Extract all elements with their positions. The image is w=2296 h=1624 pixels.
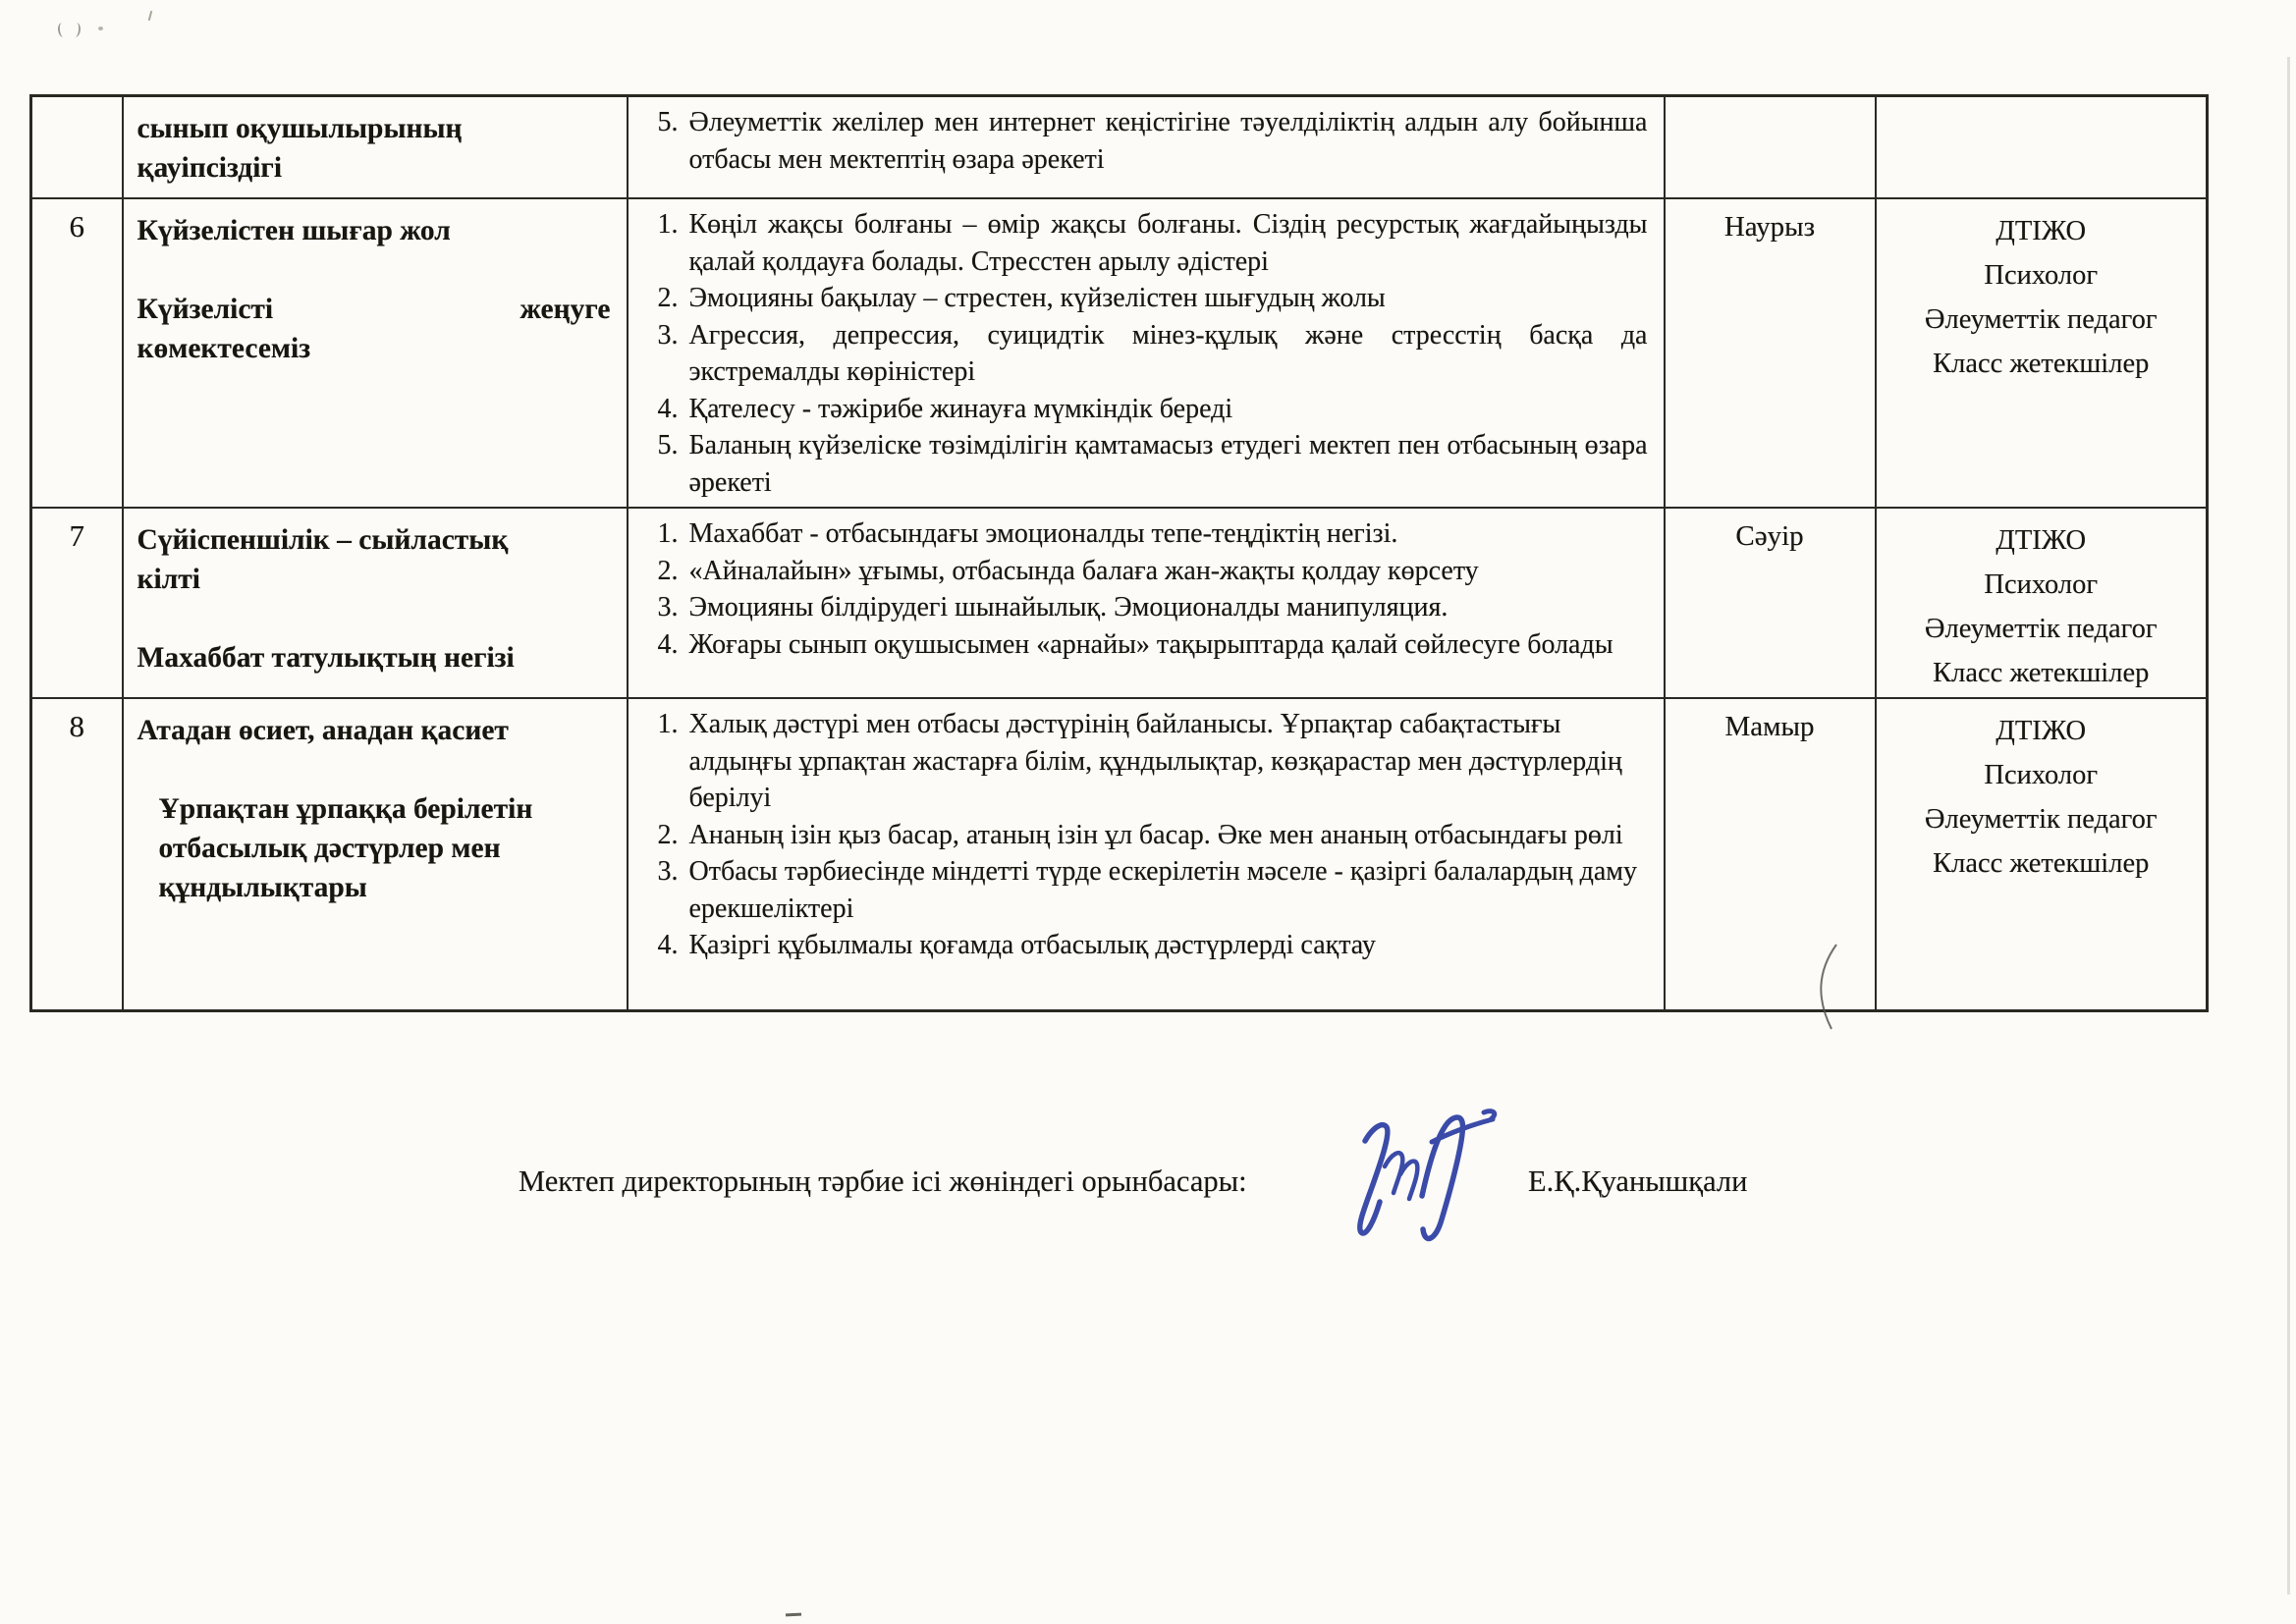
scan-speck [98, 27, 103, 30]
table-row [31, 198, 2208, 508]
topic-cell [123, 508, 628, 698]
responsible-line: ДТІЖО [1995, 525, 2087, 556]
topic-paragraph [137, 789, 611, 907]
responsible-line: Психолог [1984, 260, 2099, 291]
content-item: 3. Отбасы тәрбиесінде міндетті түрде ескерілетін мәселе - қазіргі балалардың даму ерекшеліктері [685, 853, 1648, 927]
row-number: 8 [69, 709, 84, 743]
row-number: 7 [69, 518, 84, 553]
content-item: 3. Агрессия, депрессия, суицидтік мінез-құлық және стресстің басқа да экстремалды көріністері [685, 317, 1648, 391]
content-item: 4. Қателесу - тәжірибе жинауға мүмкіндік береді [685, 391, 1648, 428]
topic-paragraph [137, 211, 611, 250]
content-item: 3. Эмоцияны білдірудегі шынайылық. Эмоционалды манипуляция. [685, 589, 1648, 626]
topic-line: құндылықтары [158, 872, 367, 903]
responsible-cell [1876, 508, 2208, 698]
scan-speck [72, 23, 82, 38]
topic-cell [123, 96, 628, 199]
content-item: 5. Баланың күйзеліске төзімділігін қамтамасыз етудегі мектеп пен отбасының өзара әрекеті [685, 427, 1648, 501]
content-list [634, 104, 1648, 178]
content-item: 5. Әлеуметтік желілер мен интернет кеңістігіне тәуелділіктің алдын алу бойынша отбасы мен мектептің өзара әрекеті [685, 104, 1648, 178]
lesson-plan-table [29, 94, 2209, 1012]
content-item: 4. Қазіргі құбылмалы қоғамда отбасылық дәстүрлерді сақтау [685, 927, 1648, 964]
handwritten-signature [1336, 1098, 1512, 1255]
responsible-line: Әлеуметтік педагог [1924, 614, 2158, 644]
content-cell [628, 698, 1665, 1010]
topic-line: қауіпсіздігі [137, 152, 283, 184]
responsible-cell [1876, 96, 2208, 199]
responsible-line: Әлеуметтік педагог [1924, 804, 2158, 835]
content-item: 1. Махаббат - отбасындағы эмоционалды тепе-теңдіктің негізі. [685, 515, 1648, 553]
content-cell [628, 508, 1665, 698]
responsible-line: Психолог [1984, 569, 2099, 600]
table-row [31, 508, 2208, 698]
signature-caption: Мектеп директорының тәрбие ісі жөніндегі орынбасары: [519, 1164, 1247, 1198]
topic-paragraph [137, 520, 611, 599]
month-label: Мамыр [1724, 711, 1815, 742]
topic-cell [123, 198, 628, 508]
responsible-line: ДТІЖО [1995, 216, 2087, 246]
responsible-cell [1876, 198, 2208, 508]
month-cell [1665, 198, 1876, 508]
topic-paragraph [137, 638, 611, 677]
table-row [31, 698, 2208, 1010]
scan-speck [57, 23, 67, 38]
scan-speck [148, 11, 153, 21]
content-item: 2. «Айналайын» ұғымы, отбасында балаға жан-жақты қолдау көрсету [685, 553, 1648, 590]
signatory-name: Е.Қ.Қуанышқали [1528, 1164, 1748, 1198]
content-item: 1. Көңіл жақсы болғаны – өмір жақсы болғаны. Сіздің ресурстық жағдайыңызды қалай қолдауға болады. Стресстен арылу әдістері [685, 206, 1648, 280]
row-number-cell [31, 698, 123, 1010]
topic-line: көмектесеміз [137, 333, 311, 364]
content-item: 1. Халық дәстүрі мен отбасы дәстүрінің байланысы. Ұрпақтар сабақтастығы алдыңғы ұрпақтан жастарға білім, құндылықтар, көзқарастар мен дәстүрлердің берілуі [685, 706, 1648, 817]
topic-line: Атадан өсиет, анадан қасиет [137, 715, 509, 746]
content-item: 4. Жоғары сынып оқушысымен «арнайы» тақырыптарда қалай сөйлесуге болады [685, 626, 1648, 664]
responsible-line: ДТІЖО [1995, 716, 2087, 746]
responsible-line: Психолог [1984, 760, 2099, 790]
responsible-line: Класс жетекшілер [1933, 349, 2150, 379]
responsible-list [1878, 709, 2206, 886]
scan-speck [786, 1613, 801, 1617]
content-cell [628, 198, 1665, 508]
month-cell [1665, 96, 1876, 199]
row-number-cell [31, 508, 123, 698]
topic-paragraph [137, 109, 611, 188]
responsible-line: Класс жетекшілер [1933, 658, 2150, 688]
topic-line: Күйзелістен шығар жол [137, 215, 451, 246]
topic-line: Сүйіспеншілік – сыйластық [137, 524, 509, 556]
topic-cell [123, 698, 628, 1010]
content-item: 2. Ананың ізін қыз басар, атаның ізін ұл басар. Әке мен ананың отбасындағы рөлі [685, 817, 1648, 854]
topic-line: Ұрпақтан ұрпаққа берілетін [158, 793, 533, 825]
row-number-cell [31, 96, 123, 199]
content-item: 2. Эмоцияны бақылау – стрестен, күйзелістен шығудың жолы [685, 280, 1648, 317]
topic-line: отбасылық дәстүрлер мен [158, 833, 501, 864]
responsible-list [1878, 518, 2206, 695]
content-list [634, 706, 1648, 964]
content-list [634, 206, 1648, 501]
content-list [634, 515, 1648, 663]
row-number: 6 [69, 209, 84, 244]
month-label: Сәуір [1735, 520, 1804, 552]
responsible-cell [1876, 698, 2208, 1010]
month-cell [1665, 508, 1876, 698]
scan-page-edge [2287, 57, 2290, 1595]
row-number-cell [31, 198, 123, 508]
responsible-list [1878, 209, 2206, 386]
topic-line: Махаббат татулықтың негізі [137, 642, 515, 674]
responsible-line: Әлеуметтік педагог [1924, 304, 2158, 335]
responsible-line: Класс жетекшілер [1933, 848, 2150, 879]
topic-line: сынып оқушылырының [137, 113, 463, 144]
content-cell [628, 96, 1665, 199]
topic-line: кілті [137, 564, 200, 595]
topic-paragraph [137, 711, 611, 750]
month-label: Наурыз [1723, 211, 1816, 243]
pen-mark-artifact [1807, 941, 1844, 1035]
topic-line: Күйзелісті жеңуге [137, 294, 611, 325]
topic-paragraph [137, 290, 611, 368]
table-row [31, 96, 2208, 199]
